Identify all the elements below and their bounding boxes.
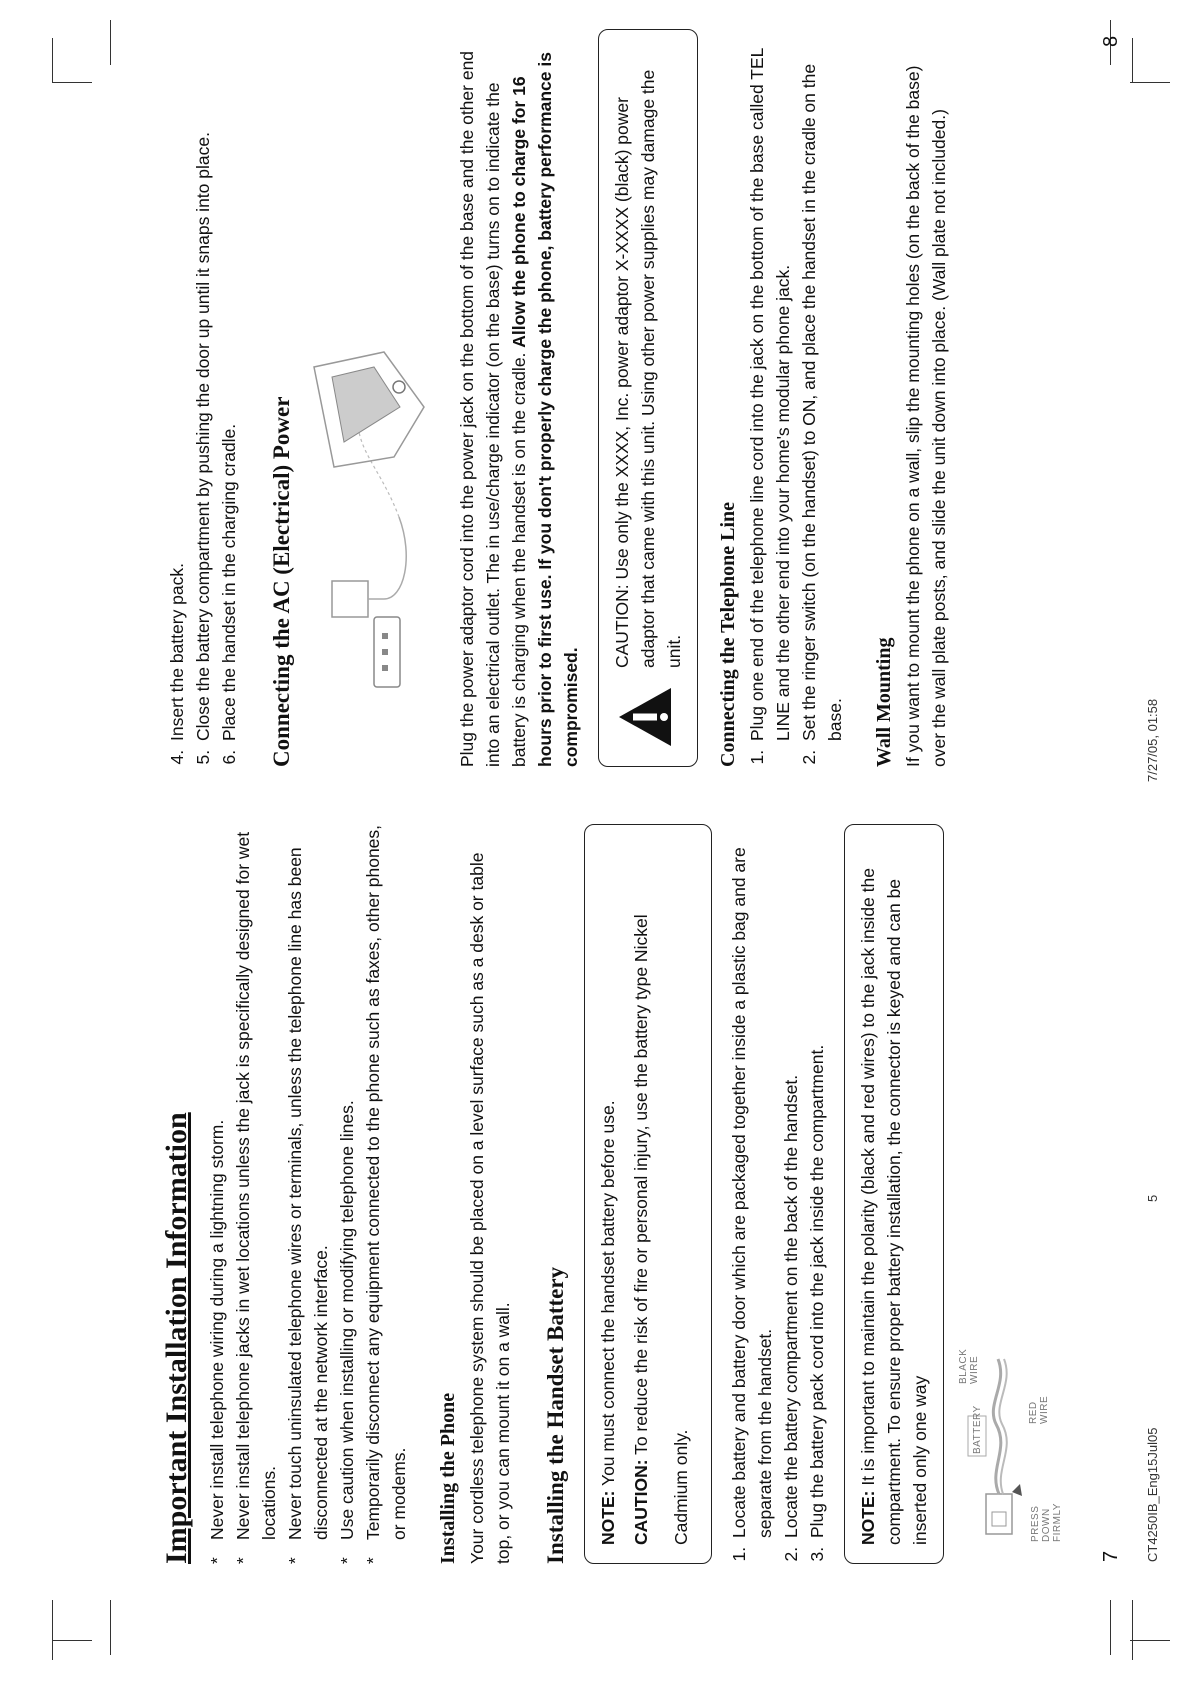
list-item: 5. Close the battery compartment by pushing the door up until it snaps into place. bbox=[190, 29, 216, 745]
warning-icon bbox=[617, 686, 673, 748]
note-line bbox=[855, 843, 933, 1545]
caution-text: To reduce the risk of fire or personal injury, use the battery type Nickel Cadmium only. bbox=[631, 914, 691, 1545]
caution-label: CAUTION: bbox=[631, 1459, 651, 1545]
section-heading: Wall Mounting bbox=[873, 637, 895, 767]
battery-steps-continued bbox=[164, 29, 242, 767]
install-steps bbox=[726, 824, 830, 1564]
polarity-note-box bbox=[844, 824, 944, 1564]
figure-label: BLACK WIRE bbox=[958, 1348, 980, 1384]
paragraph bbox=[454, 29, 584, 767]
note-text: You must connect the handset battery before use. bbox=[598, 1100, 618, 1491]
section-heading: Connecting the AC (Electrical) Power bbox=[269, 396, 294, 767]
caution-line bbox=[621, 843, 701, 1545]
section-heading: Installing the Phone bbox=[437, 1392, 459, 1564]
note-box bbox=[584, 824, 712, 1564]
print-sheet-number: 5 bbox=[1145, 1194, 1160, 1202]
right-page bbox=[160, 29, 952, 767]
caution-text: CAUTION: Use only the XXXX, Inc. power adaptor X-XXXX (black) power adaptor that came with this unit. Using other power supplies may damage the unit. bbox=[612, 69, 684, 668]
list-item: 6. Place the handset in the charging cradle. bbox=[216, 29, 242, 745]
page-number: 8 bbox=[1100, 35, 1122, 47]
telephone-line-steps bbox=[744, 29, 848, 767]
print-timestamp: 7/27/05, 01:58 bbox=[1145, 698, 1160, 782]
list-item: 3. Plug the battery pack cord into the jack inside the compartment. bbox=[804, 824, 830, 1542]
list-item: 2. Locate the battery compartment on the back of the handset. bbox=[778, 824, 804, 1542]
paragraph: If you want to mount the phone on a wall, slip the mounting holes (on the back of the base) over the wall plate posts, and slide the unit down into place. (Wall plate not included.) bbox=[903, 65, 949, 767]
note-text: It is important to maintain the polarity (black and red wires) to the jack inside the compartment. To ensure proper battery installation, the connector is keyed and can be inserted only one way bbox=[858, 868, 930, 1545]
figure-label: RED WIRE bbox=[1028, 1395, 1050, 1424]
note-line bbox=[595, 843, 621, 1545]
list-item: * Never install telephone wiring during a lightning storm. bbox=[204, 824, 230, 1564]
left-page bbox=[160, 824, 1068, 1564]
list-item: * Never touch uninsulated telephone wires or terminals, unless the telephone line has been disconnected at the network interface. bbox=[282, 824, 334, 1564]
list-item: 1. Plug one end of the telephone line cord into the jack on the bottom of the base called TEL LINE and the other end into your home's modular phone jack. bbox=[744, 29, 796, 745]
safety-list bbox=[204, 824, 412, 1564]
list-item: * Never install telephone jacks in wet locations unless the jack is specifically designed for wet locations. bbox=[230, 824, 282, 1564]
list-item: * Use caution when installing or modifying telephone lines. bbox=[334, 824, 360, 1564]
page-number: 7 bbox=[1100, 1550, 1122, 1562]
note-label: NOTE: bbox=[858, 1490, 878, 1545]
list-item: 4. Insert the battery pack. bbox=[164, 29, 190, 745]
charge-warning: Allow the phone to charge for 16 hours prior to first use. If you don't properly charge the phone, battery performance is compromised. bbox=[509, 52, 581, 767]
caution-box bbox=[598, 29, 698, 767]
page-title: Important Installation Information bbox=[160, 1112, 193, 1564]
note-label: NOTE: bbox=[598, 1490, 618, 1545]
battery-figure bbox=[958, 1344, 1068, 1544]
paragraph: Your cordless telephone system should be placed on a level surface such as a desk or table top, or you can mount it on a wall. bbox=[467, 852, 513, 1564]
section-heading: Installing the Handset Battery bbox=[543, 1266, 568, 1564]
list-item: 2. Set the ringer switch (on the handset) to ON, and place the handset in the cradle on the base. bbox=[796, 29, 848, 745]
list-item: * Temporarily disconnect any equipment connected to the phone such as faxes, other phones, or modems. bbox=[360, 824, 412, 1564]
section-heading: Connecting the Telephone Line bbox=[717, 501, 739, 767]
ac-power-figure bbox=[304, 347, 434, 707]
ac-power-text: Plug the power adaptor cord into the power jack on the bottom of the base and the other end into an electrical outlet. The in use/charge indicator (on the base) turns on to indicate the battery is charging when the handset is on the cradle. bbox=[457, 50, 529, 767]
power-adaptor-illustration bbox=[304, 347, 434, 707]
figure-label: PRESS DOWN FIRMLY bbox=[1030, 1503, 1063, 1542]
list-item: 1. Locate battery and battery door which are packaged together inside a plastic bag and are separate from the handset. bbox=[726, 824, 778, 1542]
figure-label: BATTERY bbox=[972, 1405, 983, 1454]
print-filename: CT4250IB_Eng15Jul05 bbox=[1145, 1427, 1160, 1562]
